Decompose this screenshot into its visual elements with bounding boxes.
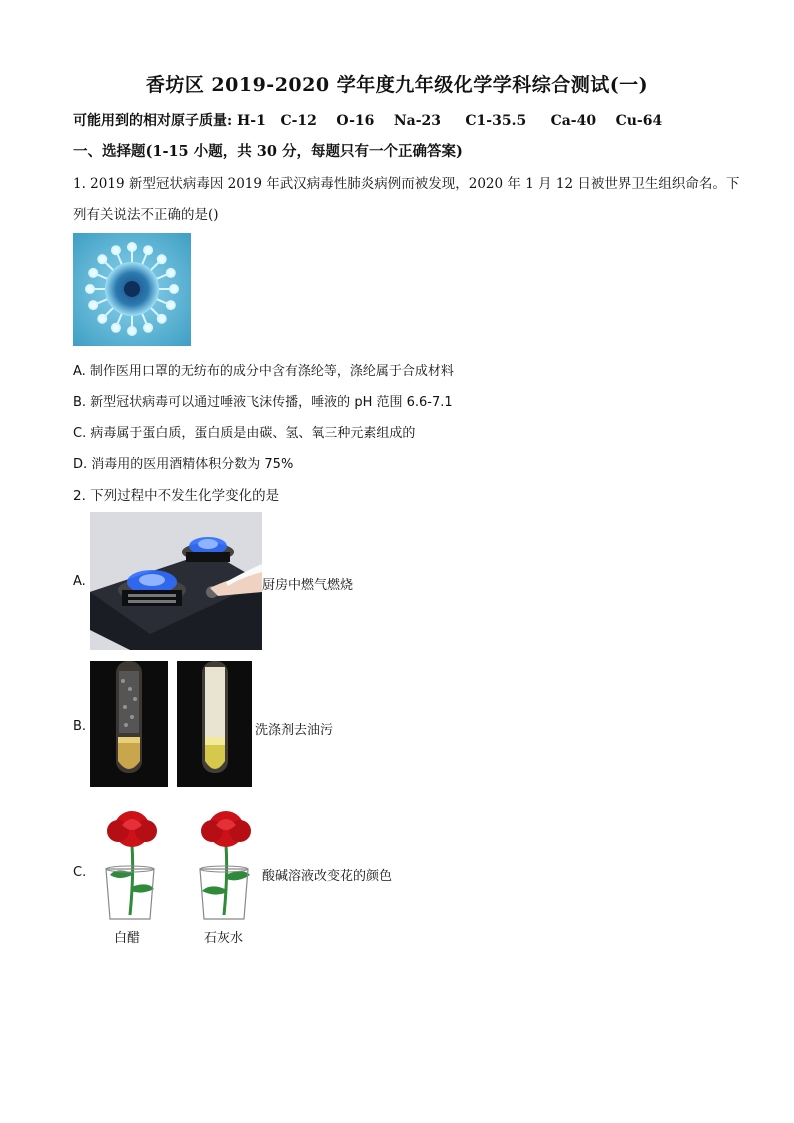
page-title: 香坊区 2019-2020 学年度九年级化学学科综合测试(一) [145, 74, 649, 96]
question-1-line-2: 列有关说法不正确的是() [73, 207, 219, 223]
virus-spike-tip [144, 324, 152, 332]
virus-spike-tip [89, 269, 97, 277]
rose-in-limewater-image [186, 805, 264, 923]
virus-spike-tip [128, 243, 136, 251]
question-1-line-1: 1. 2019 新型冠状病毒因 2019 年武汉病毒性肺炎病例而被发现，2020 年 1 月 12 日被世界卫生组织命名。下 [73, 176, 740, 192]
caption-limewater: 石灰水 [204, 931, 244, 946]
section-heading: 一、选择题(1-15 小题，共 30 分，每题只有一个正确答案) [73, 143, 463, 160]
virus-spike-tip [98, 255, 106, 263]
gas-stove-image [90, 512, 262, 650]
virus-spike-tip [158, 255, 166, 263]
virus-spike-tip [128, 327, 136, 335]
caption-vinegar: 白醋 [114, 931, 141, 946]
q2-option-c-letter: C. [73, 865, 87, 880]
virus-spike-tip [167, 301, 175, 309]
question-2-stem: 2. 下列过程中不发生化学变化的是 [73, 488, 280, 504]
virus-spike-tip [158, 315, 166, 323]
q2-option-b-letter: B. [73, 719, 87, 734]
virus-spike-tip [98, 315, 106, 323]
q2-option-b-text: 洗涤剂去油污 [255, 723, 334, 738]
virus-spike-tip [112, 246, 120, 254]
q1-option-c: C. 病毒属于蛋白质，蛋白质是由碳、氢、氧三种元素组成的 [73, 426, 416, 441]
test-tube-left-image [90, 661, 168, 787]
q1-option-a: A. 制作医用口罩的无纺布的成分中含有涤纶等，涤纶属于合成材料 [73, 364, 454, 379]
q1-option-d: D. 消毒用的医用酒精体积分数为 75% [73, 457, 294, 472]
q2-option-a-text: 厨房中燃气燃烧 [262, 578, 354, 593]
virus-spike-tip [144, 246, 152, 254]
virus-spike-tip [89, 301, 97, 309]
virus-spike-tip [167, 269, 175, 277]
virus-spike-tip [112, 324, 120, 332]
q1-option-b: B. 新型冠状病毒可以通过唾液飞沫传播，唾液的 pH 范围 6.6-7.1 [73, 395, 453, 410]
q2-option-a-letter: A. [73, 574, 86, 589]
virus-image [73, 233, 191, 346]
atomic-masses: 可能用到的相对原子质量: H-1 C-12 O-16 Na-23 C1-35.5 Ca-40 Cu-64 [73, 113, 663, 129]
test-tube-right-image [177, 661, 252, 787]
virus-spike-tip [86, 285, 94, 293]
virus-spike-tip [170, 285, 178, 293]
q2-option-c-text: 酸碱溶液改变花的颜色 [262, 869, 393, 884]
rose-in-vinegar-image [92, 805, 170, 923]
